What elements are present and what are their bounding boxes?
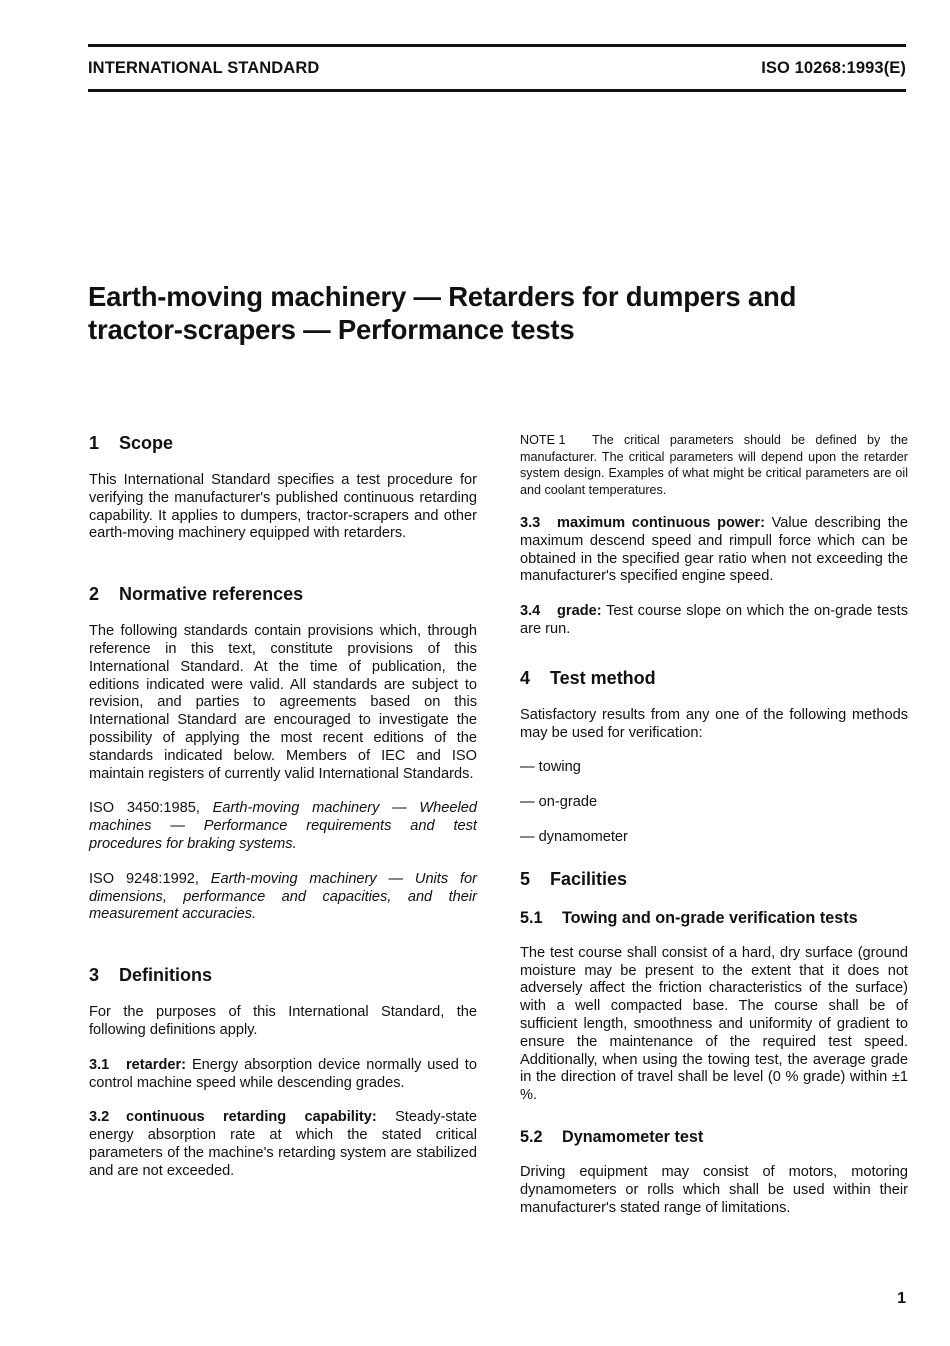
section-title: Facilities (550, 868, 628, 889)
section-number: 2 (89, 584, 100, 605)
definition-text: Steady-state energy absorption rate at which the stated critical parameters of the machine's retarding system are stabilized and are not exceeded. (89, 1109, 478, 1179)
section-title: Normative references (119, 584, 304, 605)
subsection-5-2-heading (520, 1127, 908, 1147)
right-column (520, 432, 908, 1234)
subsection-5-1-heading (520, 908, 908, 928)
definition-term: retarder: (126, 1056, 187, 1073)
section-3-heading (89, 964, 477, 986)
definition-term: maximum continuous power: (557, 515, 765, 531)
clause-number: 3.2 (89, 1109, 110, 1126)
section-4-heading (520, 667, 908, 689)
note-1 (520, 432, 908, 498)
reference-id: ISO 3450:1985, (89, 800, 200, 817)
definition-3-1 (89, 1057, 477, 1093)
subsection-title: Towing and on-grade verification tests (562, 908, 858, 927)
page-number: 1 (897, 1290, 906, 1307)
definition-text: Energy absorption device normally used to control machine speed while descending grades. (89, 1056, 477, 1091)
reference-id: ISO 9248:1992, (89, 870, 199, 887)
definition-text: Test course slope on which the on-grade tests are run. (520, 603, 909, 637)
facilities-paragraph: The test course shall consist of a hard, dry surface (ground moisture may be present to the extent that it does not adversely affect the friction characteristics of the surface) with a well compacted base. The course shall be of sufficient length, smoothness and uniformity of gradient to ensure the maintenance of the required test speed. Additionally, when using the towing test, the average grade in the direction of travel shall be level (0 % grade) within ±1 %. (520, 944, 908, 1104)
definition-text: Value describing the maximum descend speed and rimpull force which can be obtained in the specified gear ratio when not exceeding the manufacturer's specified engine speed. (520, 515, 908, 585)
header-top-rule (88, 44, 906, 47)
reference-title: Earth-moving machinery — Units for dimensions, performance and capacities, and their measurement accuracies. (89, 870, 477, 923)
note-label: NOTE 1 (520, 433, 566, 447)
section-number: 3 (89, 965, 100, 986)
definition-term: continuous retarding capability: (126, 1109, 377, 1126)
section-1-heading (89, 432, 477, 454)
scope-paragraph: This International Standard specifies a test procedure for verifying the manufacturer's published continuous retarding capability. It applies to dumpers, tractor-scrapers and other earth-moving machinery equipped with retarders. (89, 472, 477, 542)
section-number: 4 (520, 667, 531, 688)
list-item-on-grade: — on-grade (520, 794, 598, 811)
subsection-number: 5.1 (520, 908, 543, 927)
section-title: Definitions (119, 965, 212, 986)
note-text: The critical parameters should be defined by the manufacturer. The critical parameters will depend upon the retarder system design. Examples of what might be critical parameters are oil and coolant temperatures. (520, 433, 908, 497)
clause-number: 3.1 (89, 1056, 110, 1073)
standard-number: ISO 10268:1993(E) (761, 59, 906, 77)
reference-iso-3450 (89, 800, 477, 853)
section-title: Scope (119, 433, 174, 453)
definitions-intro: For the purposes of this International Standard, the following definitions apply. (89, 1004, 477, 1038)
normative-references-paragraph: The following standards contain provisions which, through reference in this text, constitute provisions of this International Standard. At the time of publication, the editions indicated were valid. All standards are subject to revision, and parties to agreements based on this International Standard are encouraged to investigate the possibility of applying the most recent editions of the standards indicated below. Members of IEC and ISO maintain registers of currently valid International Standards. (89, 623, 477, 782)
definition-3-3 (520, 515, 908, 586)
title-line-1: Earth-moving machinery — Retarders for dumpers and (88, 281, 797, 312)
definition-3-4 (520, 603, 908, 639)
dynamometer-paragraph: Driving equipment may consist of motors, motoring dynamometers or rolls which shall be used within their manufacturer's stated range of limitations. (520, 1163, 908, 1216)
section-2-heading (89, 583, 477, 605)
section-title: Test method (550, 667, 656, 688)
clause-number: 3.4 (520, 603, 541, 620)
section-5-heading (520, 868, 908, 890)
list-item-towing: — towing (520, 759, 581, 776)
section-number: 1 (89, 433, 100, 453)
clause-number: 3.3 (520, 515, 541, 531)
title-line-2: tractor-scrapers — Performance tests (88, 314, 575, 345)
section-number: 5 (520, 868, 531, 889)
left-column (89, 432, 477, 1198)
subsection-title: Dynamometer test (562, 1127, 704, 1146)
document-type-label: INTERNATIONAL STANDARD (88, 59, 320, 77)
reference-iso-9248 (89, 871, 477, 924)
reference-title: Earth-moving machinery — Wheeled machines — Performance requirements and test procedures for braking systems. (89, 800, 477, 852)
page-title (88, 280, 908, 346)
header-bottom-rule (88, 89, 906, 92)
list-item-dynamometer: — dynamometer (520, 828, 628, 845)
subsection-number: 5.2 (520, 1127, 543, 1146)
definition-term: grade: (557, 603, 602, 620)
definition-3-2 (89, 1109, 477, 1180)
test-method-paragraph: Satisfactory results from any one of the following methods may be used for verification: (520, 706, 908, 741)
